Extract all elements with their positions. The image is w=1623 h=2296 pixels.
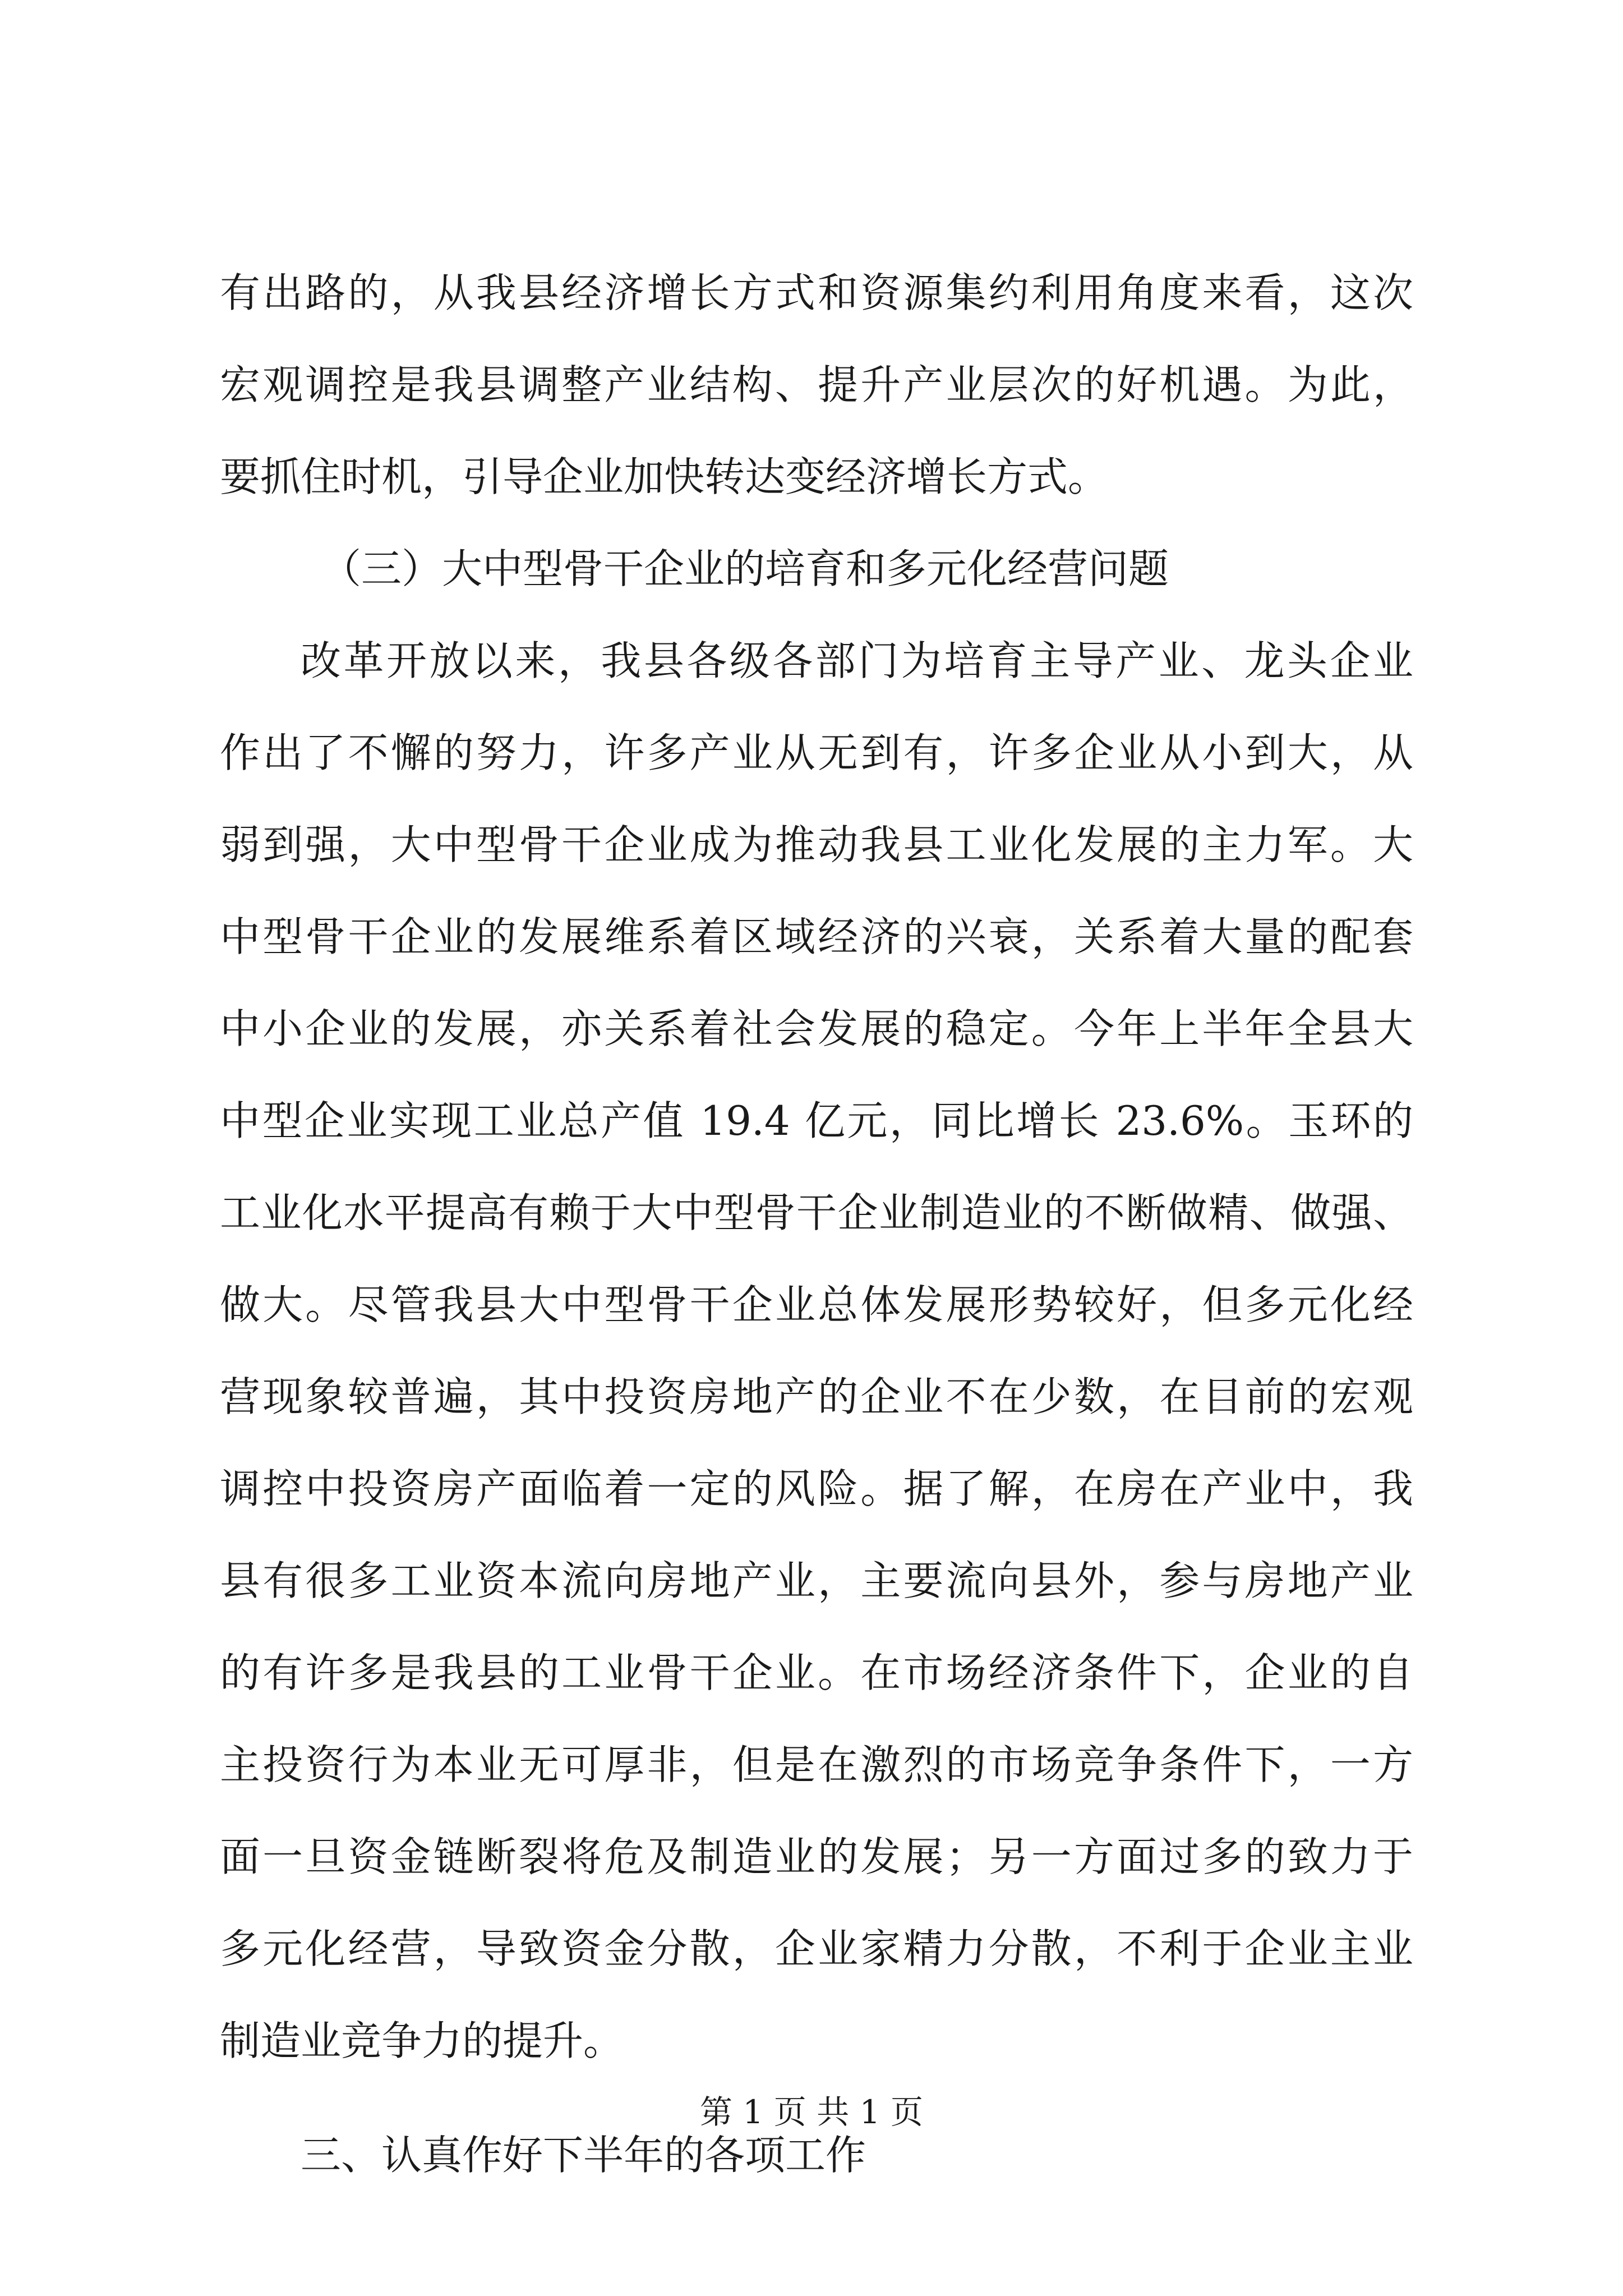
- subsection-heading: （三）大中型骨干企业的培育和多元化经营问题: [321, 545, 1169, 592]
- text-line: 工业化水平提高有赖于大中型骨干企业制造业的不断做精、做强、: [220, 1189, 1413, 1236]
- text-line: 弱到强，大中型骨干企业成为推动我县工业化发展的主力军。大: [220, 821, 1413, 868]
- text-line: 主投资行为本业无可厚非，但是在激烈的市场竞争条件下，一方: [220, 1741, 1413, 1788]
- document-body: [220, 247, 1413, 2201]
- text-line: 做大。尽管我县大中型骨干企业总体发展形势较好，但多元化经: [220, 1281, 1413, 1328]
- text-line: 多元化经营，导致资金分散，企业家精力分散，不利于企业主业: [220, 1925, 1413, 1972]
- text-line: 制造业竞争力的提升。: [220, 2017, 624, 2064]
- text-line: 县有很多工业资本流向房地产业，主要流向县外，参与房地产业: [220, 1557, 1413, 1604]
- text-line: 有出路的，从我县经济增长方式和资源集约利用角度来看，这次: [220, 269, 1413, 316]
- text-line: 中型骨干企业的发展维系着区域经济的兴衰，关系着大量的配套: [220, 913, 1413, 960]
- paragraph: [220, 247, 1413, 523]
- page-footer: 第 1 页 共 1 页: [700, 2093, 923, 2131]
- section-heading: 三、认真作好下半年的各项工作: [301, 2132, 866, 2179]
- text-line: 作出了不懈的努力，许多产业从无到有，许多企业从小到大，从: [220, 729, 1413, 776]
- text-line: 改革开放以来，我县各级各部门为培育主导产业、龙头企业: [301, 637, 1413, 684]
- text-line: 调控中投资房产面临着一定的风险。据了解，在房在产业中，我: [220, 1465, 1413, 1512]
- paragraph: [220, 615, 1413, 2087]
- text-line: 中型企业实现工业总产值 19.4 亿元，同比增长 23.6%。玉环的: [220, 1097, 1413, 1144]
- text-line: 要抓住时机，引导企业加快转达变经济增长方式。: [220, 453, 1109, 500]
- text-line: 营现象较普遍，其中投资房地产的企业不在少数，在目前的宏观: [220, 1373, 1413, 1420]
- text-line: 宏观调控是我县调整产业结构、提升产业层次的好机遇。为此，: [220, 361, 1413, 408]
- text-line: 的有许多是我县的工业骨干企业。在市场经济条件下，企业的自: [220, 1649, 1413, 1696]
- text-line: 面一旦资金链断裂将危及制造业的发展；另一方面过多的致力于: [220, 1833, 1413, 1880]
- text-line: 中小企业的发展，亦关系着社会发展的稳定。今年上半年全县大: [220, 1005, 1413, 1052]
